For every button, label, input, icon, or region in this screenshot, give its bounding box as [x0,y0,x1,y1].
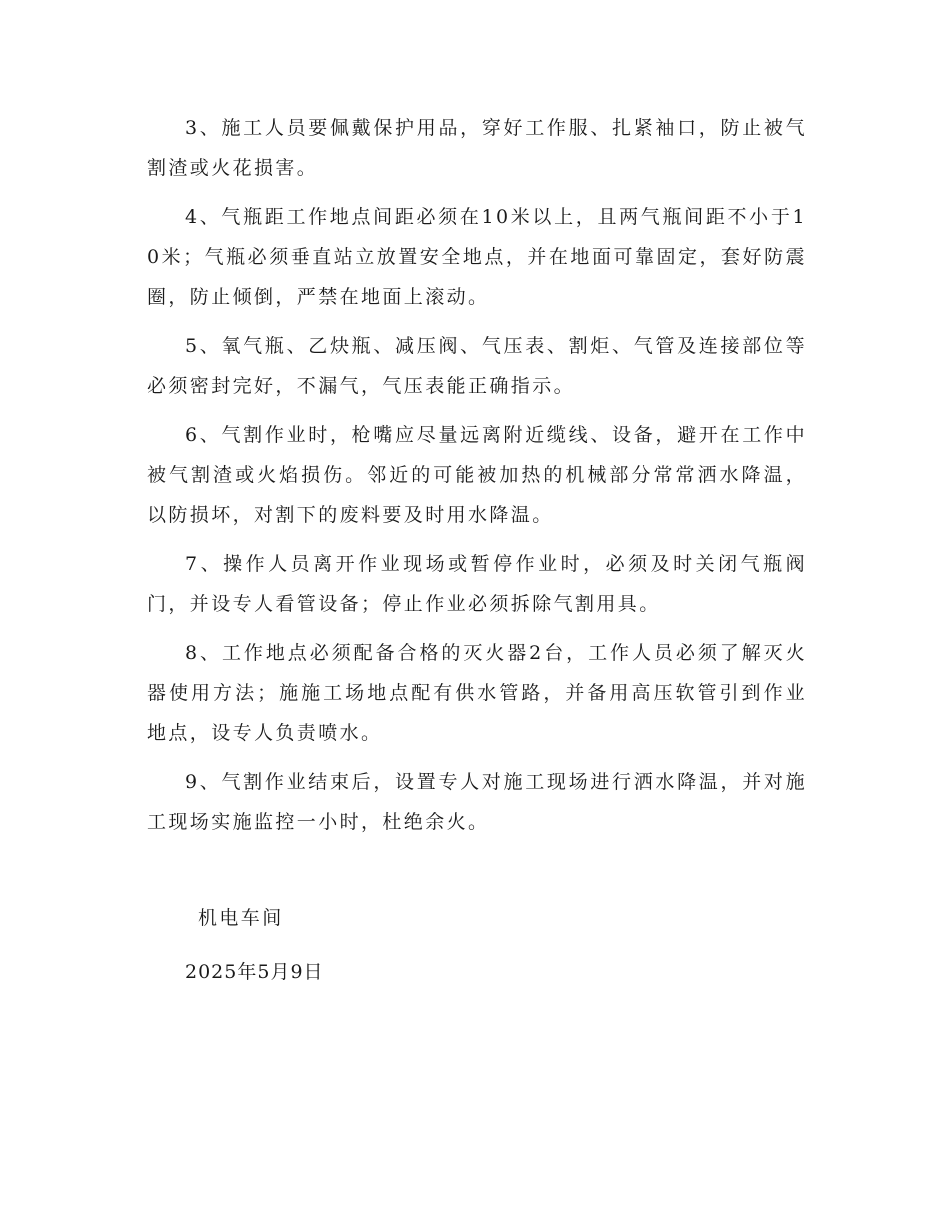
document-body [147,108,807,851]
paragraph-item-5: 5、氧气瓶、乙炔瓶、减压阀、气压表、割炬、气管及连接部位等必须密封完好，不漏气，气压表能正确指示。 [147,335,807,397]
signature-department: 机电车间 [198,907,284,929]
signature-date: 2025年5月9日 [185,961,324,983]
paragraph-item-6: 6、气割作业时，枪嘴应尽量远离附近缆线、设备，避开在工作中被气割渣或火焰损伤。邻近的可能被加热的机械部分常常洒水降温，以防损坏，对割下的废料要及时用水降温。 [147,424,807,526]
paragraph-item-9: 9、气割作业结束后，设置专人对施工现场进行洒水降温，并对施工现场实施监控一小时，杜绝余火。 [147,771,807,833]
paragraph-item-4: 4、气瓶距工作地点间距必须在10米以上，且两气瓶间距不小于10米；气瓶必须垂直站立放置安全地点，并在地面可靠固定，套好防震圈，防止倾倒，严禁在地面上滚动。 [147,206,807,308]
paragraph-item-3: 3、施工人员要佩戴保护用品，穿好工作服、扎紧袖口，防止被气割渣或火花损害。 [147,117,807,179]
paragraph-item-8: 8、工作地点必须配备合格的灭火器2台，工作人员必须了解灭火器使用方法；施施工场地点配有供水管路，并备用高压软管引到作业地点，设专人负责喷水。 [147,642,807,744]
paragraph-item-7: 7、操作人员离开作业现场或暂停作业时，必须及时关闭气瓶阀门，并设专人看管设备；停止作业必须拆除气割用具。 [147,553,807,615]
